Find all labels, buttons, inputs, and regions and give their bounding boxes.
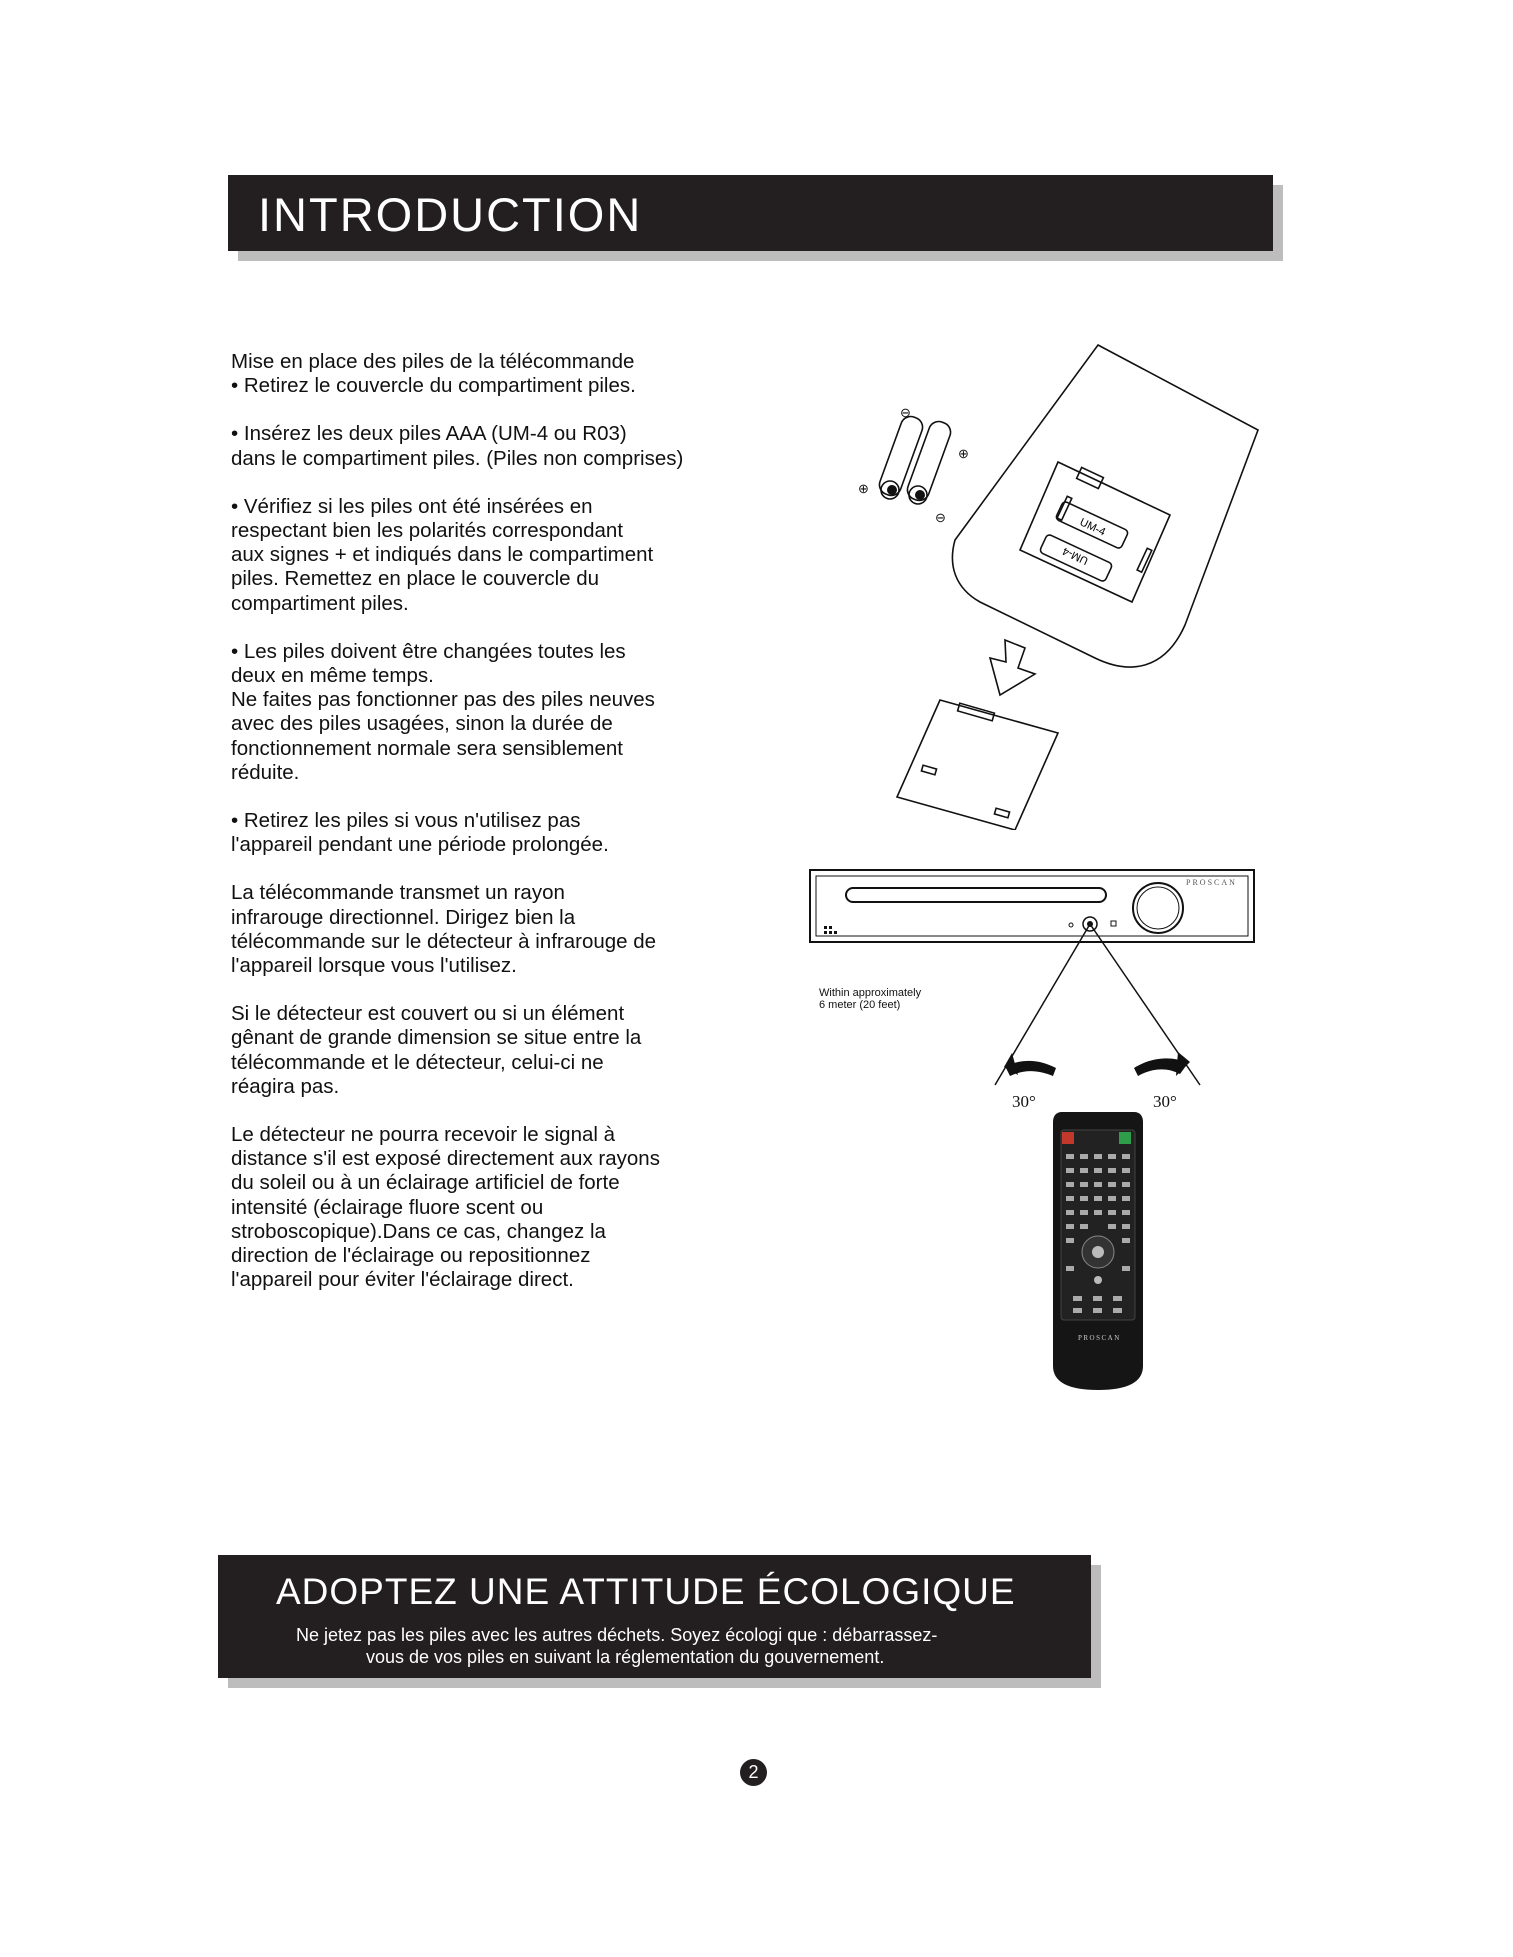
angle-left-label: 30°	[1012, 1092, 1036, 1111]
svg-text:⊕: ⊕	[958, 446, 969, 461]
battery-label-1: UM-4	[1077, 516, 1108, 539]
paragraph-battery-intro: Mise en place des piles de la télécommande • Retirez le couvercle du compartiment piles.	[231, 350, 636, 398]
range-note	[819, 987, 921, 1011]
ir-angle-diagram	[980, 920, 1220, 1090]
paragraph-remove-batteries: • Retirez les piles si vous n'utilisez pas l'appareil pendant une période prolongée.	[231, 809, 609, 857]
svg-text:⊕: ⊕	[858, 481, 869, 496]
paragraph-sunlight: Le détecteur ne pourra recevoir le signal à distance s'il est exposé directement aux rayons du soleil ou à un éclairage artificiel de forte intensité (éclairage fluore scent ou stroboscopique).Dans ce cas, changez la direction de l'éclairage ou repositionnez l'appareil pour éviter l'éclairage direct.	[231, 1123, 660, 1292]
svg-text:⊖: ⊖	[900, 405, 911, 420]
paragraph-insert-batteries: • Insérez les deux piles AAA (UM-4 ou R03) dans le compartiment piles. (Piles non comprises)	[231, 422, 684, 470]
paragraph-replace-both: • Les piles doivent être changées toutes les deux en même temps. Ne faites pas fonctionner pas des piles neuves avec des piles usagées, sinon la durée de fonctionnement normale sera sensiblement réduite.	[231, 639, 655, 784]
paragraph-infrared: La télécommande transmet un rayon infrarouge directionnel. Dirigez bien la télécommande sur le détecteur à infrarouge de l'appareil lorsque vous l'utilisez.	[231, 881, 657, 978]
paragraph-polarity: • Vérifiez si les piles ont été insérées en respectant bien les polarités correspondant aux signes + et indiqués dans le compartiment piles. Remettez en place le couvercle du compartiment piles.	[231, 494, 654, 615]
svg-text:⊖: ⊖	[935, 510, 946, 525]
eco-banner	[218, 1555, 1091, 1678]
range-note-line2: 6 meter (20 feet)	[819, 999, 901, 1011]
remote-control-illustration	[1048, 1108, 1148, 1392]
eco-text-line2: vous de vos piles en suivant la réglementation du gouvernement.	[366, 1647, 885, 1667]
eco-text-line1: Ne jetez pas les piles avec les autres déchets. Soyez écologi que : débarrassez-	[296, 1625, 938, 1645]
battery-install-illustration	[840, 340, 1280, 830]
battery-label-2: UM-4	[1060, 544, 1091, 567]
intro-banner	[228, 175, 1273, 251]
paragraph-obstruction: Si le détecteur est couvert ou si un élément gênant de grande dimension se situe entre la télécommande et le détecteur, celui-ci ne réagira pas.	[231, 1002, 642, 1098]
page-number: 2	[740, 1759, 767, 1786]
page-title: INTRODUCTION	[258, 188, 643, 241]
device-brand-label: PROSCAN	[1186, 878, 1237, 887]
angle-right-label: 30°	[1153, 1092, 1177, 1111]
remote-brand-label: PROSCAN	[1078, 1334, 1121, 1342]
range-note-line1: Within approximately	[819, 987, 922, 999]
eco-title: ADOPTEZ UNE ATTITUDE ÉCOLOGIQUE	[276, 1571, 1016, 1612]
instructions-text	[231, 350, 771, 1317]
